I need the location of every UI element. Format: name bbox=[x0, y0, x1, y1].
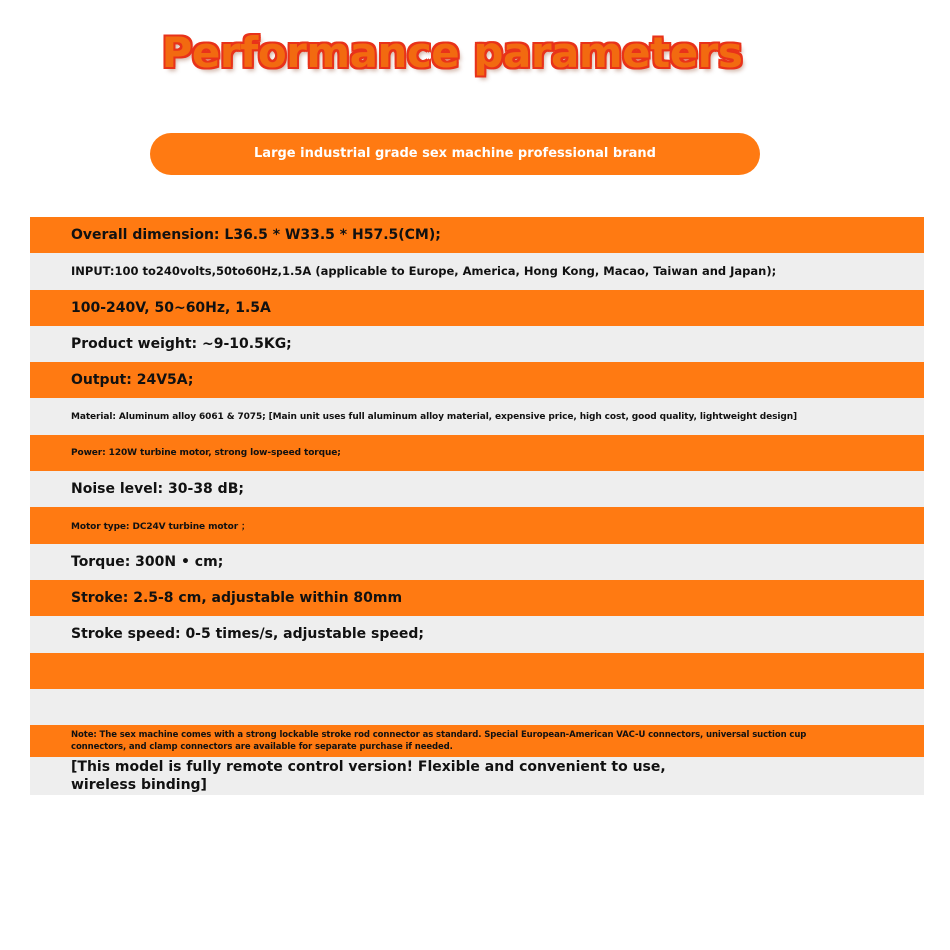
spec-row-output bbox=[30, 362, 924, 398]
spec-text: INPUT:100 to240volts,50to60Hz,1.5A (applicable to Europe, America, Hong Kong, Macao, Taiwan and Japan); bbox=[71, 264, 777, 279]
spec-row-input bbox=[30, 253, 924, 289]
spec-text: Product weight: ~9-10.5KG; bbox=[71, 336, 292, 353]
note-text: Note: The sex machine comes with a strong lockable stroke rod connector as standard. Special European-American VAC-U connectors, universal suction cup connectors, and clamp connectors are available for separate purchase if needed. bbox=[71, 730, 807, 753]
spec-text: Noise level: 30-38 dB; bbox=[71, 481, 244, 498]
spec-row-empty bbox=[30, 653, 924, 689]
spec-row-noise bbox=[30, 471, 924, 507]
spec-row-weight bbox=[30, 326, 924, 362]
spec-row-torque bbox=[30, 544, 924, 580]
spec-text: Stroke speed: 0-5 times/s, adjustable speed; bbox=[71, 626, 425, 643]
remote-text: [This model is fully remote control version! Flexible and convenient to use, wireless binding] bbox=[71, 759, 666, 794]
spec-row-empty bbox=[30, 689, 924, 725]
spec-text: Power: 120W turbine motor, strong low-speed torque; bbox=[71, 447, 341, 458]
page-title: Performance parameters bbox=[161, 28, 743, 77]
spec-text: 100-240V, 50~60Hz, 1.5A bbox=[71, 299, 271, 316]
spec-text: Material: Aluminum alloy 6061 & 7075; [Main unit uses full aluminum alloy material, expensive price, high cost, good quality, lightweight design] bbox=[71, 411, 798, 422]
spec-text: Overall dimension: L36.5 * W33.5 * H57.5(CM); bbox=[71, 227, 441, 244]
brand-banner: Large industrial grade sex machine professional brand bbox=[150, 133, 760, 175]
spec-text: Stroke: 2.5-8 cm, adjustable within 80mm bbox=[71, 590, 403, 607]
spec-row-voltage bbox=[30, 290, 924, 326]
spec-text: Torque: 300N • cm; bbox=[71, 553, 224, 570]
spec-row-power bbox=[30, 435, 924, 471]
spec-row-dimension bbox=[30, 217, 924, 253]
spec-row-material bbox=[30, 398, 924, 434]
spec-text: Output: 24V5A; bbox=[71, 372, 194, 389]
spec-table bbox=[30, 217, 924, 795]
spec-row-stroke bbox=[30, 580, 924, 616]
spec-row-note bbox=[30, 725, 924, 757]
spec-row-motor bbox=[30, 507, 924, 543]
spec-row-remote bbox=[30, 757, 924, 795]
spec-row-stroke-speed bbox=[30, 616, 924, 652]
spec-text: Motor type: DC24V turbine motor ； bbox=[71, 522, 250, 533]
